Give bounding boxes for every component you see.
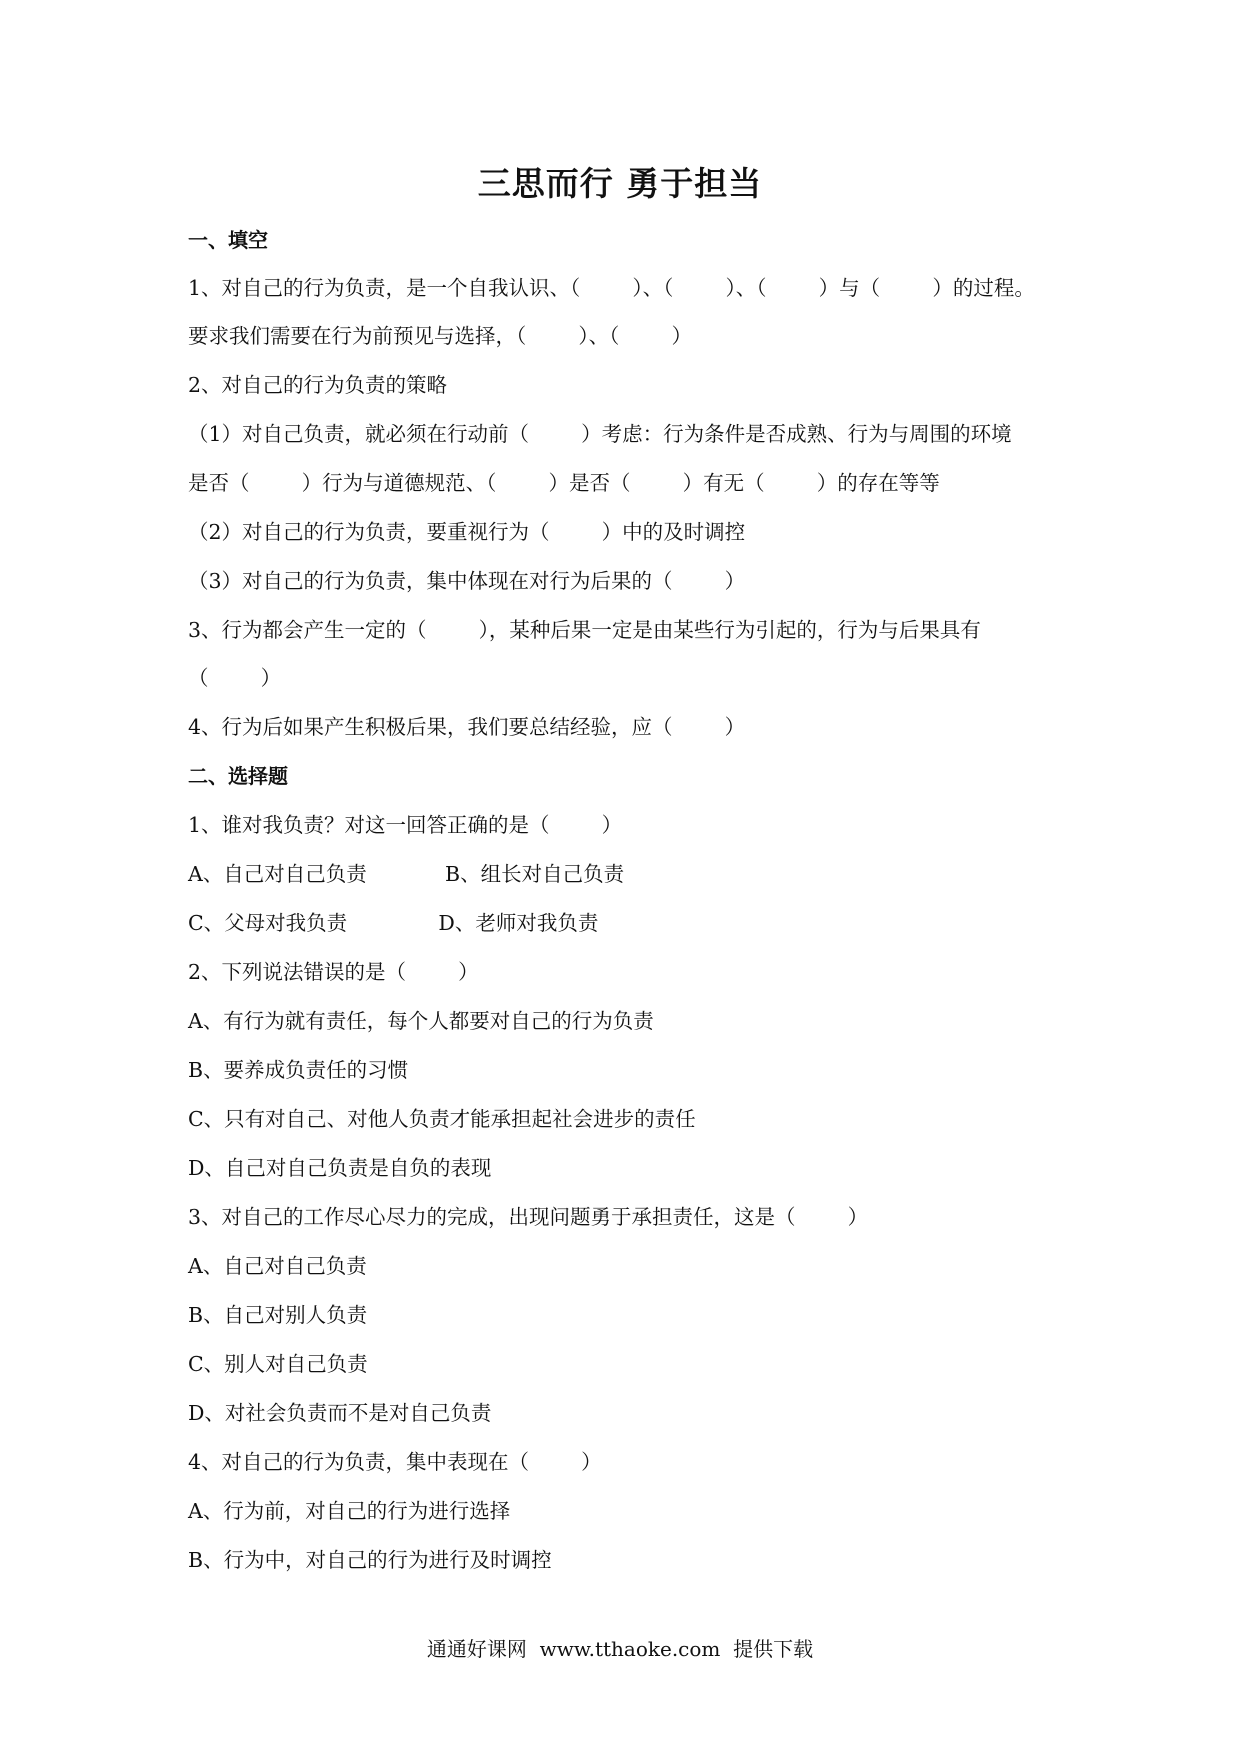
question-line: （3）对自己的行为负责，集中体现在对行为后果的（ ） xyxy=(188,569,746,593)
section-heading-multiple-choice: 二、选择题 xyxy=(188,764,288,788)
option-line: D、对社会负责而不是对自己负责 xyxy=(188,1401,492,1425)
question-line: （1）对自己负责，就必须在行动前（ ）考虑：行为条件是否成熟、行为与周围的环境 xyxy=(188,422,1012,446)
question-line: 4、行为后如果产生积极后果，我们要总结经验，应（ ） xyxy=(188,715,746,739)
question-line: 3、行为都会产生一定的（ ），某种后果一定是由某些行为引起的，行为与后果具有 xyxy=(188,618,981,642)
option-line: B、自己对别人负责 xyxy=(188,1303,368,1327)
question-line: （2）对自己的行为负责，要重视行为（ ）中的及时调控 xyxy=(188,520,746,544)
option-line: A、自己对自己负责 xyxy=(188,1254,367,1278)
option-line: A、有行为就有责任，每个人都要对自己的行为负责 xyxy=(188,1009,654,1033)
question-line: 3、对自己的工作尽心尽力的完成，出现问题勇于承担责任，这是（ ） xyxy=(188,1205,869,1229)
question-line: 是否（ ）行为与道德规范、（ ）是否（ ）有无（ ）的存在等等 xyxy=(188,471,940,495)
option-line: C、别人对自己负责 xyxy=(188,1352,368,1376)
option-line: C、只有对自己、对他人负责才能承担起社会进步的责任 xyxy=(188,1107,696,1131)
option-line: B、要养成负责任的习惯 xyxy=(188,1058,409,1082)
option-line: B、行为中，对自己的行为进行及时调控 xyxy=(188,1548,552,1572)
page-title: 三思而行 勇于担当 xyxy=(477,164,763,203)
question-line: 1、对自己的行为负责，是一个自我认识、（ ）、（ ）、（ ）与（ ）的过程。 xyxy=(188,276,1035,300)
option-line: C、父母对我负责 D、老师对我负责 xyxy=(188,911,599,935)
option-line: A、自己对自己负责 B、组长对自己负责 xyxy=(188,862,625,886)
option-line: A、行为前，对自己的行为进行选择 xyxy=(188,1499,511,1523)
question-line: 2、对自己的行为负责的策略 xyxy=(188,373,448,397)
section-heading-fill-blank: 一、填空 xyxy=(188,228,268,252)
question-line: 要求我们需要在行为前预见与选择，（ ）、（ ） xyxy=(188,324,693,348)
question-line: 4、对自己的行为负责，集中表现在（ ） xyxy=(188,1450,602,1474)
page-footer: 通通好课网 www.tthaoke.com 提供下载 xyxy=(426,1637,814,1661)
question-line: 2、下列说法错误的是（ ） xyxy=(188,960,479,984)
question-line: 1、谁对我负责？对这一回答正确的是（ ） xyxy=(188,813,623,837)
question-line: （ ） xyxy=(188,666,282,690)
option-line: D、自己对自己负责是自负的表现 xyxy=(188,1156,492,1180)
